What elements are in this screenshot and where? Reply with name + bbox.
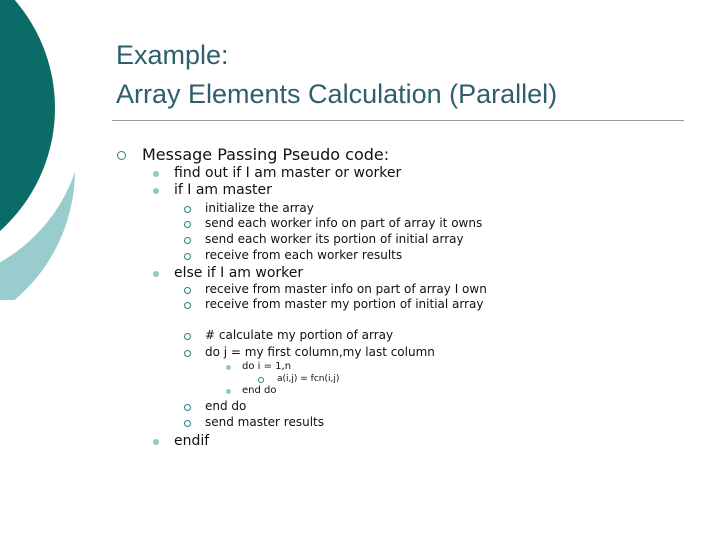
line-send-master-results: send master results bbox=[205, 415, 325, 429]
line-calc-comment: # calculate my portion of array bbox=[205, 328, 394, 342]
ring-bullet-icon bbox=[184, 302, 191, 309]
line-init-array: initialize the array bbox=[205, 201, 314, 215]
ring-bullet-icon bbox=[117, 151, 126, 160]
ring-bullet-icon bbox=[184, 350, 191, 357]
line-send-info: send each worker info on part of array it owns bbox=[205, 216, 483, 230]
ring-bullet-icon bbox=[184, 404, 191, 411]
dot-bullet-icon bbox=[226, 365, 231, 370]
dot-bullet-icon bbox=[153, 171, 159, 177]
slide-title bbox=[116, 36, 706, 114]
title-line-2: Array Elements Calculation (Parallel) bbox=[116, 79, 558, 109]
dot-bullet-icon bbox=[226, 389, 231, 394]
line-else-worker: else if I am worker bbox=[174, 265, 304, 281]
line-endif: endif bbox=[174, 433, 210, 449]
title-divider bbox=[112, 120, 684, 121]
decorative-circles bbox=[0, 0, 90, 300]
line-receive-portion: receive from master my portion of initial array bbox=[205, 297, 484, 311]
ring-bullet-icon bbox=[184, 206, 191, 213]
ring-bullet-icon bbox=[184, 420, 191, 427]
title-line-1: Example: bbox=[116, 40, 229, 70]
line-do-j: do j = my first column,my last column bbox=[205, 345, 435, 359]
line-receive-results: receive from each worker results bbox=[205, 248, 403, 262]
line-send-portion: send each worker its portion of initial array bbox=[205, 232, 464, 246]
ring-bullet-icon bbox=[258, 377, 264, 383]
line-if-master: if I am master bbox=[174, 182, 272, 198]
ring-bullet-icon bbox=[184, 221, 191, 228]
ring-bullet-icon bbox=[184, 253, 191, 260]
dot-bullet-icon bbox=[153, 439, 159, 445]
line-end-do-inner: end do bbox=[242, 385, 277, 396]
heading-text: Message Passing Pseudo code: bbox=[142, 145, 390, 164]
line-find-master-worker: find out if I am master or worker bbox=[174, 165, 402, 181]
line-assign: a(i,j) = fcn(i,j) bbox=[277, 374, 340, 384]
dot-bullet-icon bbox=[153, 271, 159, 277]
line-do-i: do i = 1,n bbox=[242, 361, 292, 372]
ring-bullet-icon bbox=[184, 237, 191, 244]
ring-bullet-icon bbox=[184, 333, 191, 340]
line-end-do-outer: end do bbox=[205, 399, 247, 413]
dot-bullet-icon bbox=[153, 188, 159, 194]
ring-bullet-icon bbox=[184, 287, 191, 294]
line-receive-info: receive from master info on part of array I own bbox=[205, 282, 487, 296]
